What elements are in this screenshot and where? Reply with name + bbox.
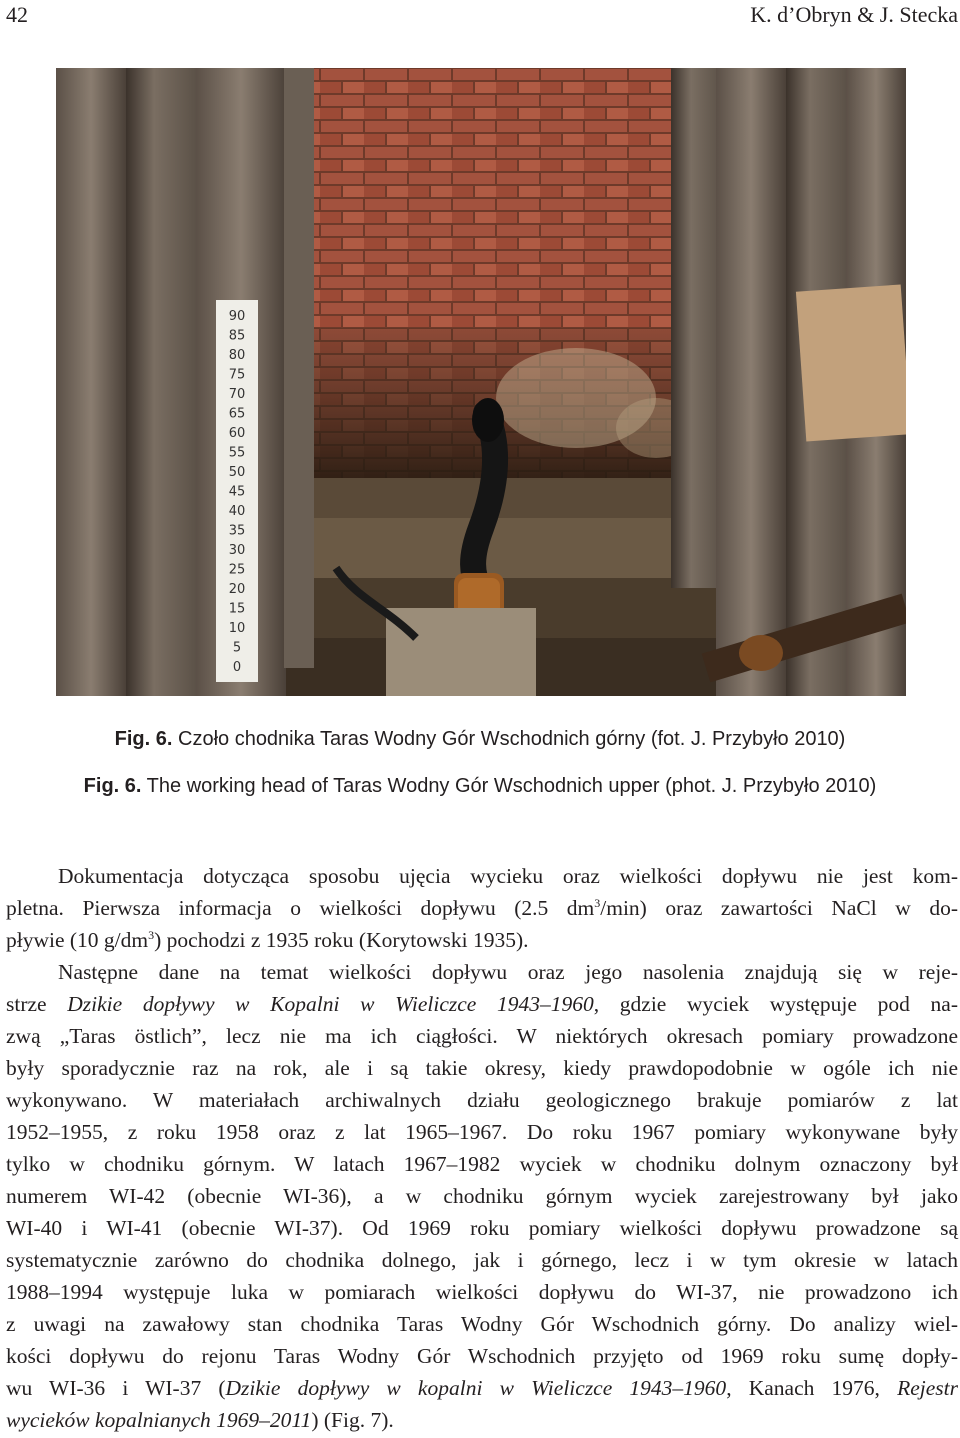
page-number: 42	[6, 2, 28, 27]
scale-mark: 25	[228, 562, 246, 578]
text-line: tylko w chodniku górnym. W latach 1967–1982 wyciek w chodniku dolnym oznaczony był	[6, 1152, 958, 1176]
caption-text: The working head of Taras Wodny Gór Wschodnich upper (phot. J. Przybyło 2010)	[146, 775, 877, 797]
text-line: 1952–1955, z roku 1958 oraz z lat 1965–1967. Do roku 1967 pomiary wykonywane były	[6, 1120, 958, 1144]
text-line: wykonywano. W materiałach archiwalnych działu geologicznego brakuje pomiarów z lat	[6, 1088, 958, 1112]
scale-mark: 20	[228, 582, 246, 597]
body-text	[6, 860, 958, 1436]
figure-label: Fig. 6.	[114, 728, 173, 750]
scale-mark: 70	[228, 387, 246, 402]
figure-photo	[56, 68, 906, 696]
scale-mark: 45	[228, 484, 246, 500]
scale-mark: 10	[228, 621, 246, 636]
scale-mark: 5	[232, 640, 242, 656]
text-line: z uwagi na zawałowy stan chodnika Taras Wodny Gór Wschodnich górny. Do analizy wiel-	[6, 1312, 958, 1336]
text-line: pletna. Pierwsza informacja o wielkości dopływu (2.5 $dm^3/\min$) oraz zawartości NaCl w do-	[6, 896, 958, 920]
scale-mark: 90	[228, 309, 246, 324]
text-line: wu WI-36 i WI-37 (Dzikie dopływy w kopalni w Wieliczce 1943–1960, Kanach 1976, Rejestr	[6, 1376, 958, 1400]
figure-label: Fig. 6.	[83, 775, 142, 797]
text-line: Następne dane na temat wielkości dopływu oraz jego nasolenia znajdują się w reje-	[58, 960, 958, 984]
text-line: systematycznie zarówno do chodnika dolnego, jak i górnego, lecz i w tym okresie w latach	[6, 1248, 958, 1272]
paragraph-1	[6, 860, 958, 956]
figure-caption-english	[0, 775, 960, 798]
text-line: Dokumentacja dotycząca sposobu ujęcia wycieku oraz wielkości dopływu nie jest kom-	[58, 864, 958, 888]
scale-mark: 30	[228, 543, 246, 558]
page-header	[0, 0, 960, 30]
text-line: numerem WI-42 (obecnie WI-36), a w chodniku górnym wyciek zarejestrowany był jako	[6, 1184, 958, 1208]
text-line: wycieków kopalnianych 1969–2011) (Fig. 7).	[6, 1408, 394, 1432]
text-line: zwą „Taras östlich”, lecz nie ma ich ciągłości. W niektórych okresach pomiary prowadzone	[6, 1024, 958, 1048]
text-line: strze Dzikie dopływy w Kopalni w Wieliczce 1943–1960, gdzie wyciek występuje pod na-	[6, 992, 958, 1016]
scale-mark: 85	[228, 328, 246, 344]
scale-mark: 65	[228, 406, 246, 422]
mine-gallery-photo	[56, 68, 906, 696]
scale-mark: 0	[232, 660, 242, 675]
running-title: K. d’Obryn & J. Stecka	[750, 2, 958, 27]
scale-mark: 75	[228, 367, 246, 383]
text-line: 1988–1994 występuje luka w pomiarach wielkości dopływu do WI-37, nie prowadzono ich	[6, 1280, 958, 1304]
figure-caption-polish	[0, 728, 960, 751]
text-line: kości dopływu do rejonu Taras Wodny Gór Wschodnich przyjęto od 1969 roku sumę dopły-	[6, 1344, 958, 1368]
scale-mark: 15	[228, 601, 246, 617]
paragraph-2	[6, 956, 958, 1436]
text-line: WI-40 i WI-41 (obecnie WI-37). Od 1969 roku pomiary wielkości dopływu prowadzone są	[6, 1216, 958, 1240]
scale-mark: 50	[228, 465, 246, 480]
scale-mark: 55	[228, 445, 246, 461]
scale-mark: 40	[228, 504, 246, 519]
text-line: były sporadycznie raz na rok, ale i są takie okresy, kiedy prawdopodobnie w ogóle ich nie	[6, 1056, 958, 1080]
caption-text: Czoło chodnika Taras Wodny Gór Wschodnich górny (fot. J. Przybyło 2010)	[178, 728, 846, 750]
scale-mark: 35	[228, 523, 246, 539]
scale-mark: 80	[228, 348, 246, 363]
text-line: pływie (10 $g/dm^3$) pochodzi z 1935 roku (Korytowski 1935).	[6, 928, 529, 952]
scale-mark: 60	[228, 426, 246, 441]
